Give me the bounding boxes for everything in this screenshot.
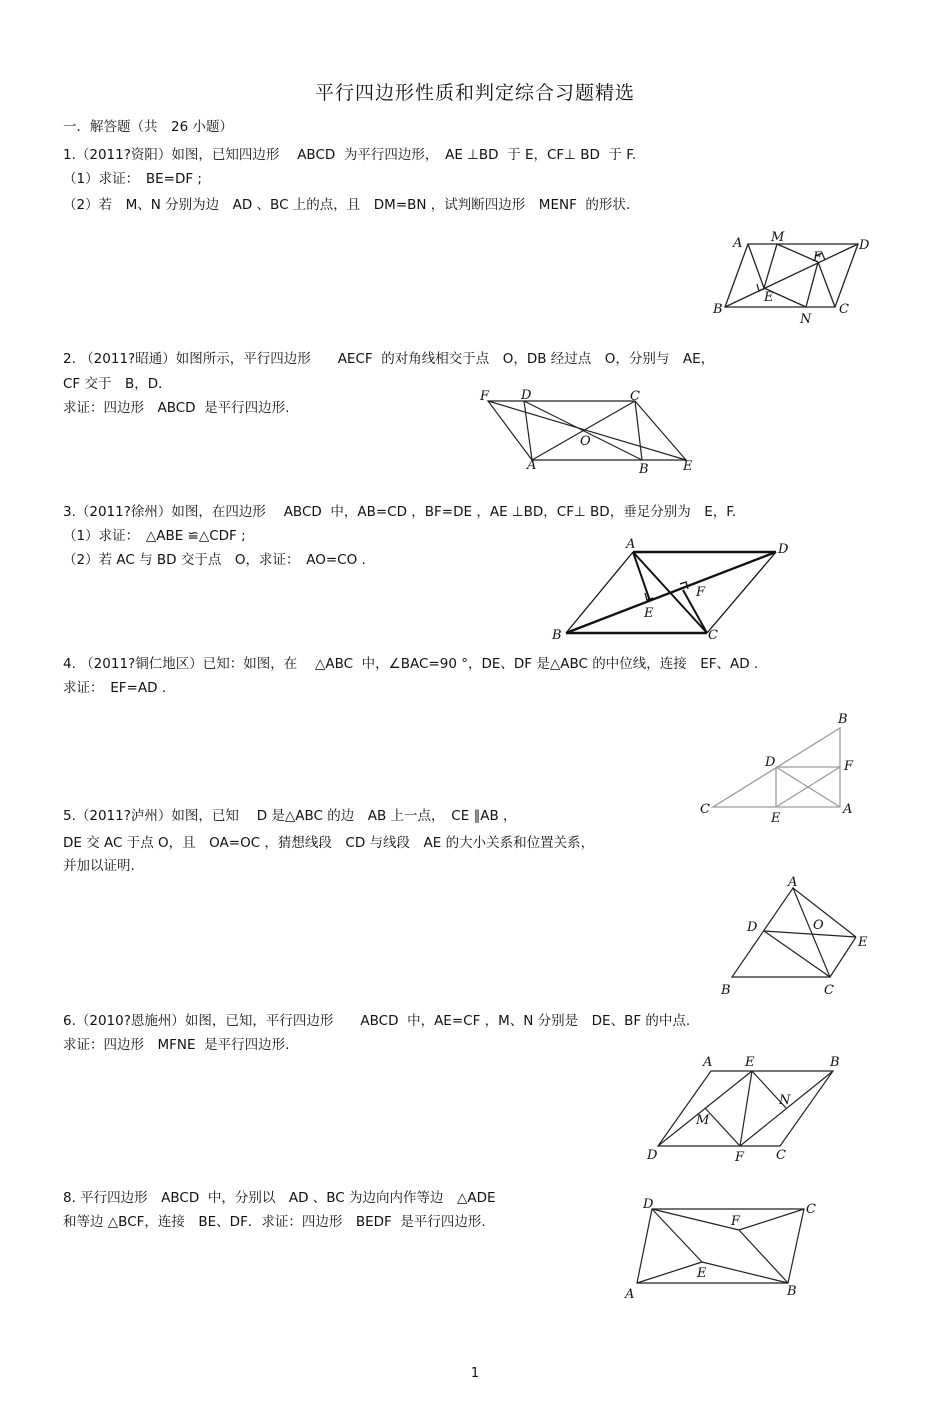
problem-8-line-1: 8. 平行四边形 ABCD 中，分别以 AD 、BC 为边向内作等边 △ADE: [63, 1190, 496, 1206]
page-title: 平行四边形性质和判定综合习题精选: [314, 82, 635, 104]
label-B: B: [830, 1055, 840, 1070]
label-E: E: [858, 935, 868, 950]
label-O: O: [813, 918, 824, 933]
label-C: C: [700, 802, 710, 817]
problem-4-line-1: 4. （2011?铜仁地区）已知：如图，在 △ABC 中，∠BAC=90 °，DE、DF 是△ABC 的中位线，连接 EF、AD .: [63, 656, 759, 672]
problem-5-line-3: 并加以证明.: [63, 858, 135, 874]
label-B: B: [838, 712, 848, 727]
label-A: A: [626, 537, 636, 552]
label-C: C: [708, 628, 718, 643]
label-F: F: [731, 1214, 741, 1229]
label-E: E: [771, 811, 781, 826]
label-B: B: [639, 462, 649, 477]
problem-2-line-1: 2. （2011?昭通）如图所示，平行四边形 AECF 的对角线相交于点 O，DB 经过点 O，分别与 AE，: [63, 351, 715, 367]
label-C: C: [776, 1148, 786, 1163]
problem-1-line-2: （1）求证： BE=DF ;: [63, 171, 202, 187]
problem-6-figure: [640, 1045, 850, 1165]
label-E: E: [683, 459, 693, 474]
label-F: F: [480, 389, 490, 404]
problem-5-line-2: DE 交 AC 于点 O，且 OA=OC ，猜想线段 CD 与线段 AE 的大小关系和位置关系，: [63, 835, 595, 851]
label-A: A: [703, 1055, 713, 1070]
label-F: F: [813, 250, 823, 265]
label-A: A: [843, 802, 853, 817]
label-E: E: [745, 1055, 755, 1070]
problem-6-line-1: 6.（2010?恩施州）如图，已知，平行四边形 ABCD 中，AE=CF ，M、N 分别是 DE、BF 的中点.: [63, 1013, 691, 1029]
label-D: D: [643, 1197, 654, 1212]
label-N: N: [800, 312, 812, 327]
problem-2-figure: [475, 385, 700, 475]
label-E: E: [764, 290, 774, 305]
label-M: M: [771, 230, 785, 245]
label-O: O: [580, 434, 591, 449]
section-heading: 一．解答题（共 26 小题）: [63, 119, 233, 135]
label-F: F: [696, 585, 706, 600]
label-D: D: [859, 238, 870, 253]
problem-3-line-2: （1）求证： △ABE ≌△CDF ;: [63, 528, 246, 544]
problem-2-line-2: CF 交于 B，D．: [63, 376, 172, 392]
label-D: D: [765, 755, 776, 770]
label-N: N: [779, 1093, 791, 1108]
label-D: D: [747, 920, 758, 935]
problem-3-line-3: （2）若 AC 与 BD 交于点 O，求证： AO=CO .: [63, 552, 366, 568]
label-D: D: [647, 1148, 658, 1163]
problem-4-line-2: 求证： EF=AD .: [63, 680, 167, 696]
problem-3-line-1: 3.（2011?徐州）如图，在四边形 ABCD 中，AB=CD ，BF=DE ，AE ⊥BD，CF⊥ BD，垂足分别为 E，F.: [63, 504, 737, 520]
problem-1-line-1: 1.（2011?资阳）如图，已知四边形 ABCD 为平行四边形， AE ⊥BD 于 E，CF⊥ BD 于 F.: [63, 147, 637, 163]
label-B: B: [713, 302, 723, 317]
problem-1-figure: [700, 228, 880, 328]
label-A: A: [527, 458, 537, 473]
problem-4-figure: [695, 710, 865, 825]
label-C: C: [630, 389, 640, 404]
label-D: D: [778, 542, 789, 557]
label-C: C: [824, 983, 834, 998]
label-B: B: [552, 628, 562, 643]
label-M: M: [696, 1113, 710, 1128]
problem-8-figure: [620, 1190, 820, 1305]
problem-8-line-2: 和等边 △BCF，连接 BE、DF．求证：四边形 BEDF 是平行四边形.: [63, 1214, 486, 1230]
problem-5-line-1: 5.（2011?泸州）如图，已知 D 是△ABC 的边 AB 上一点， CE ∥AB ，: [63, 808, 517, 824]
problem-5-figure: [715, 870, 875, 1000]
label-B: B: [721, 983, 731, 998]
label-A: A: [788, 875, 798, 890]
label-C: C: [806, 1202, 816, 1217]
label-F: F: [735, 1150, 745, 1165]
label-A: A: [733, 236, 743, 251]
label-E: E: [644, 606, 654, 621]
problem-1-line-3: （2）若 M、N 分别为边 AD 、BC 上的点，且 DM=BN ，试判断四边形 MENF 的形状.: [63, 197, 631, 213]
label-B: B: [787, 1284, 797, 1299]
page-number: 1: [470, 1366, 480, 1381]
label-A: A: [625, 1287, 635, 1302]
problem-6-line-2: 求证：四边形 MFNE 是平行四边形.: [63, 1037, 290, 1053]
label-E: E: [697, 1266, 707, 1281]
problem-2-line-3: 求证：四边形 ABCD 是平行四边形.: [63, 400, 290, 416]
problem-3-figure: [545, 533, 795, 645]
label-D: D: [521, 388, 532, 403]
label-C: C: [839, 302, 849, 317]
label-F: F: [844, 759, 854, 774]
